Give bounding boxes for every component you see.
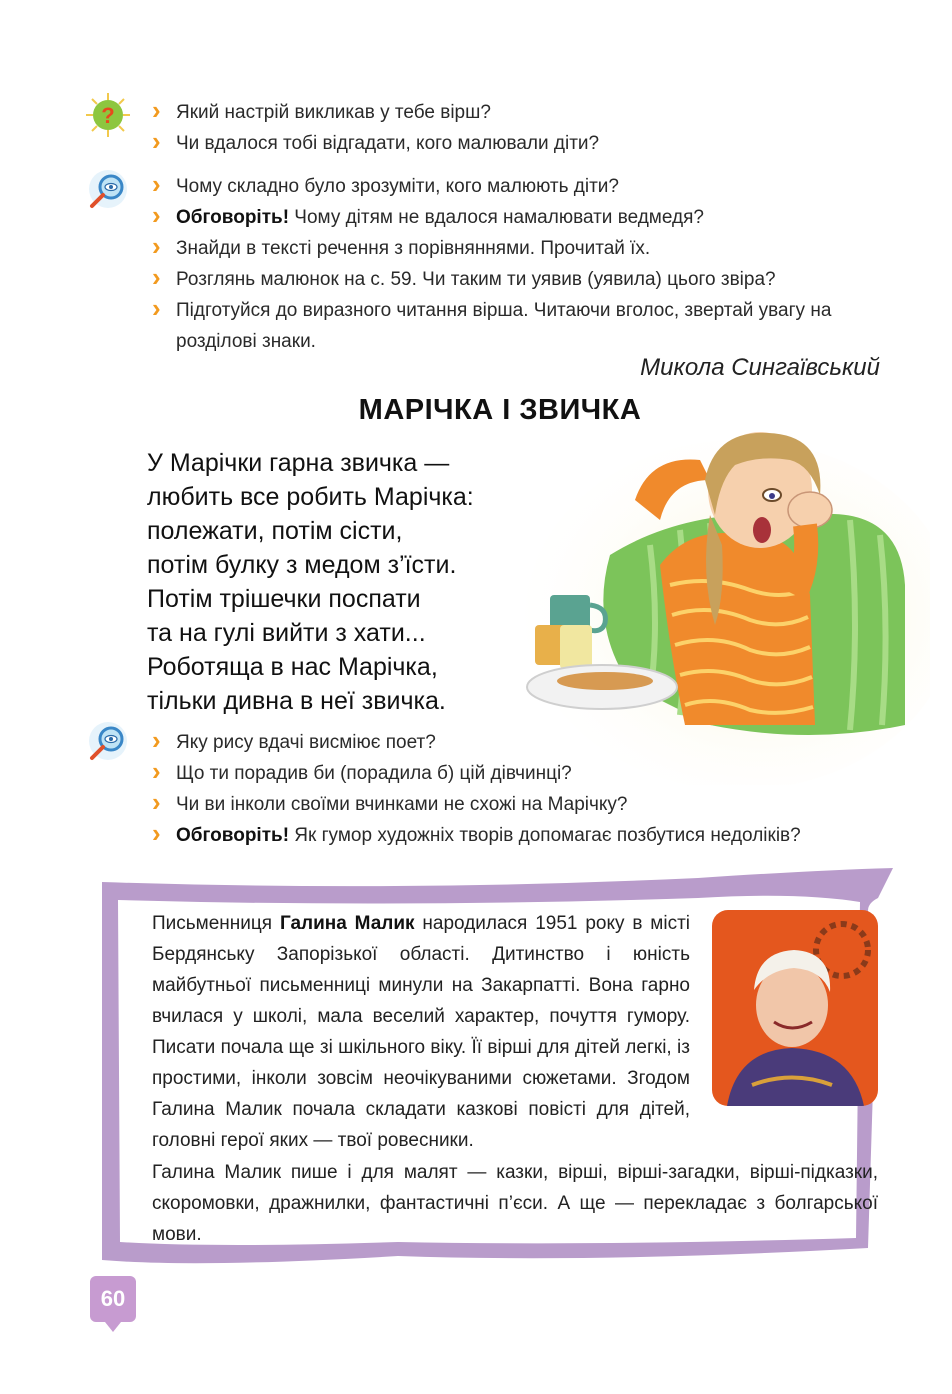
question-sun-icon — [85, 92, 131, 138]
poem-line: та на гулі вийти з хати... — [147, 619, 426, 647]
list-item: › Знайди в тексті речення з порівняннями. Прочитай їх. — [150, 233, 881, 264]
discuss-label: Обговоріть! — [176, 207, 290, 228]
writer-name: Галина Малик — [279, 913, 415, 934]
bio-text: народилася 1951 року в місті Бердянську Запорізької області. Дитинство і юність майбутньої письменниці минули на Закарпатті. Вона гарно вчилася у школі, мала веселий характер, почуття гумору. Писати почала ще зі шкільного віку. Її вірші для дітей легкі, із простими, інколи зовсім неочікуваними сюжетами. Згодом Галина Малик почала складати казкові повісті для дітей, головні герої яких — твої ровесники. — [152, 913, 690, 1151]
list-item — [150, 820, 801, 851]
poem-line: полежати, потім сісти, — [147, 517, 403, 545]
poem-author: Микола Сингаївський — [640, 354, 880, 381]
poem-line: потім булку з медом з’їсти. — [147, 551, 457, 579]
writer-photo — [712, 910, 878, 1106]
task-text: Чому дітям не вдалося намалювати ведмедя? — [289, 207, 704, 228]
poem-line: У Марічки гарна звичка — — [147, 449, 450, 477]
list-item: › Чи вдалося тобі відгадати, кого малювали діти? — [150, 128, 599, 159]
discuss-label: Обговоріть! — [176, 825, 290, 846]
poem-title: МАРІЧКА І ЗВИЧКА — [358, 394, 642, 426]
task-list — [150, 171, 881, 357]
list-item — [150, 202, 881, 233]
poem-line: Потім трішечки поспати — [147, 585, 421, 613]
biography-text — [152, 908, 690, 1156]
page-number: 60 — [90, 1276, 136, 1322]
magnifier-eye-icon — [85, 168, 131, 214]
svg-text:?: ? — [101, 103, 115, 128]
poem-text — [147, 446, 474, 718]
poem-line: тільки дивна в неї звичка. — [147, 687, 446, 715]
list-item: › Чому складно було зрозуміти, кого малюють діти? — [150, 171, 881, 202]
list-item: › Чи ви інколи своїми вчинками не схожі на Марічку? — [150, 789, 801, 820]
biography-text-continued: Галина Малик пише і для малят — казки, вірші, вірші-загадки, вірші-підказки, скоромовки, дражнилки, фантастичні п’єси. А ще — перекладає з болгарської мови. — [152, 1162, 878, 1245]
poem-line: любить все робить Марічка: — [147, 483, 474, 511]
list-item: › Яку рису вдачі висміює поет? — [150, 727, 801, 758]
magnifier-eye-icon — [85, 720, 131, 766]
task-text: Як гумор художніх творів допомагає позбутися недоліків? — [289, 825, 801, 846]
poem-questions — [150, 727, 801, 851]
poem-line: Роботяща в нас Марічка, — [147, 653, 438, 681]
reflection-questions — [150, 97, 599, 159]
list-item: › Який настрій викликав у тебе вірш? — [150, 97, 599, 128]
list-item: › Що ти порадив би (порадила б) цій дівчинці? — [150, 758, 801, 789]
list-item: › Розглянь малюнок на с. 59. Чи таким ти уявив (уявила) цього звіра? — [150, 264, 881, 295]
bio-text: Письменниця — [152, 913, 280, 934]
list-item: › Підготуйся до виразного читання вірша. Читаючи вголос, звертай увагу на розділові знаки. — [150, 295, 881, 357]
